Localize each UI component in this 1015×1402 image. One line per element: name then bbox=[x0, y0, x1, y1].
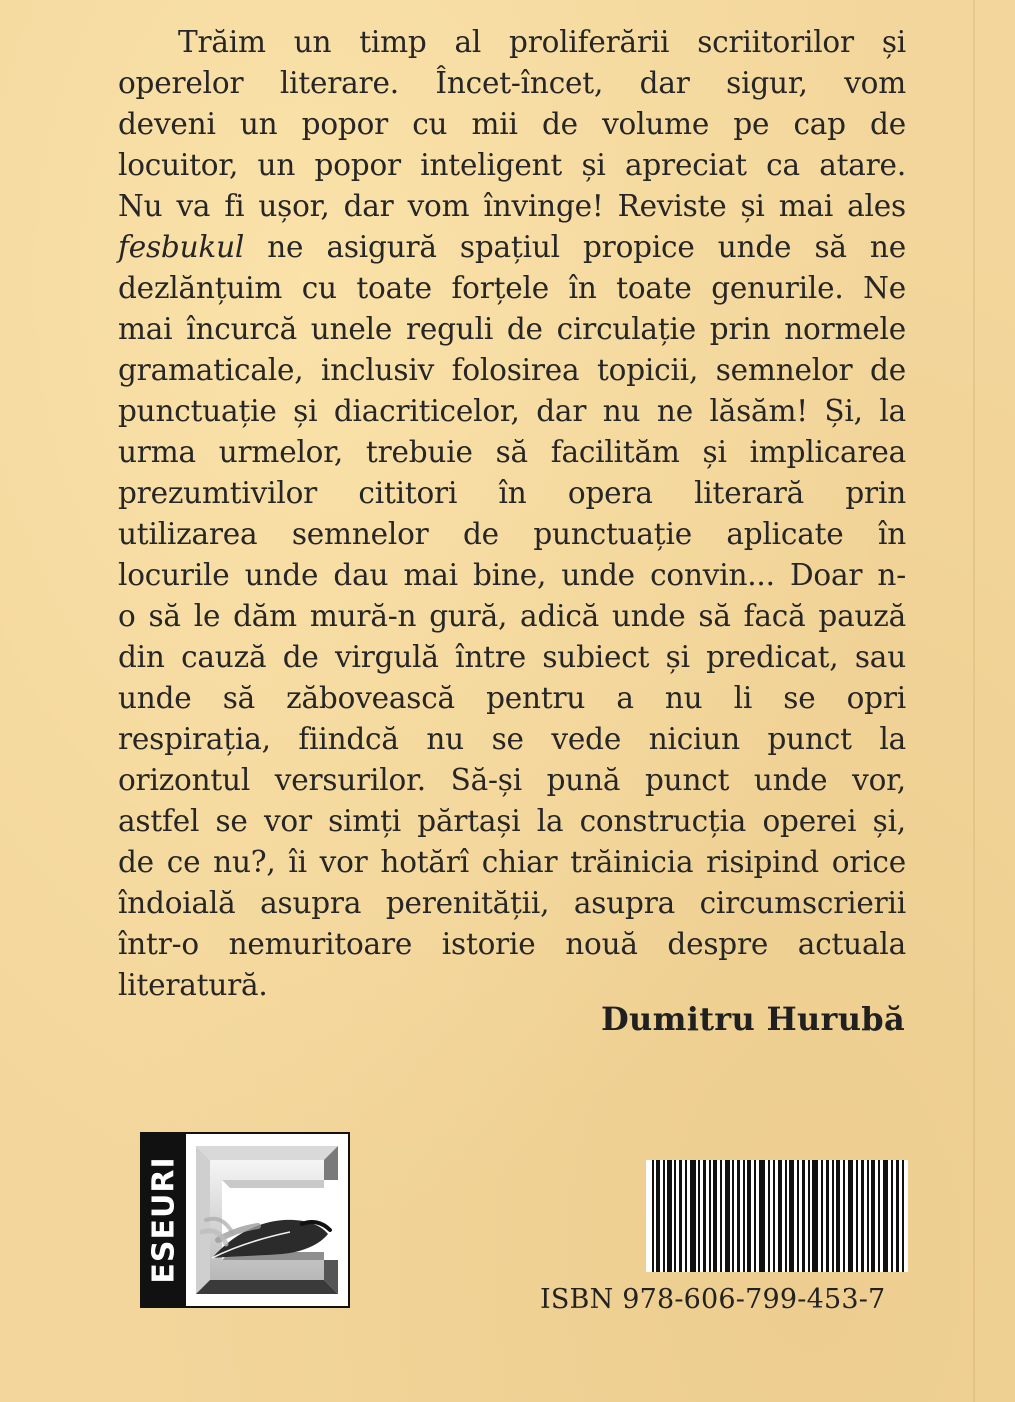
blurb-line: punctuație și diacriticelor, dar nu ne lăsăm! Și, la bbox=[118, 394, 906, 428]
blurb-line: o să le dăm mură-n gură, adică unde să facă pauză bbox=[118, 599, 906, 633]
blurb-line: locuitor, un popor inteligent și apreciat ca atare. bbox=[118, 148, 906, 182]
author-name: Dumitru Hurubă bbox=[600, 1000, 905, 1038]
blurb-line: locurile unde dau mai bine, unde convin... Doar n- bbox=[118, 558, 906, 592]
blurb-line: mai încurcă unele reguli de circulație prin normele bbox=[118, 312, 906, 346]
blurb-line: astfel se vor simți părtași la construcția operei și, bbox=[118, 804, 906, 838]
blurb-line: Nu va fi ușor, dar vom învinge! Reviste și mai ales bbox=[118, 189, 906, 223]
blurb-line: gramaticale, inclusiv folosirea topicii, semnelor de bbox=[118, 353, 906, 387]
blurb-line: îndoială asupra perenității, asupra circumscrierii bbox=[118, 886, 906, 920]
cover-fold-line bbox=[973, 0, 975, 1402]
blurb-line: utilizarea semnelor de punctuație aplicate în bbox=[118, 517, 906, 551]
feather-quill-icon bbox=[192, 1140, 342, 1300]
blurb-line: din cauză de virgulă între subiect și predicat, sau bbox=[118, 640, 906, 674]
blurb-line: Trăim un timp al proliferării scriitorilor și bbox=[178, 25, 906, 59]
blurb-line: prezumtivilor cititori în opera literară prin bbox=[118, 476, 906, 510]
isbn-block bbox=[540, 1160, 910, 1315]
blurb-line: de ce nu?, îi vor hotărî chiar trăinicia risipind orice bbox=[118, 845, 906, 879]
blurb-line: deveni un popor cu mii de volume pe cap de bbox=[118, 107, 906, 141]
blurb-line: unde să zăbovească pentru a nu li se opri bbox=[118, 681, 906, 715]
blurb-line: dezlănțuim cu toate forțele în toate genurile. Ne bbox=[118, 271, 906, 305]
blurb-line: respirația, fiindcă nu se vede niciun punct la bbox=[118, 722, 906, 756]
series-logo-label: ESEURI bbox=[146, 1156, 182, 1284]
back-cover-blurb bbox=[118, 22, 906, 1006]
blurb-line: într-o nemuritoare istorie nouă despre actuala bbox=[118, 927, 906, 961]
blurb-line: operelor literare. Încet-încet, dar sigur, vom bbox=[118, 66, 906, 100]
blurb-line: literatură. bbox=[118, 968, 268, 1002]
blurb-line: orizontul versurilor. Să-și pună punct unde vor, bbox=[118, 763, 906, 797]
series-logo-band bbox=[142, 1134, 186, 1306]
blurb-line: urma urmelor, trebuie să facilităm și implicarea bbox=[118, 435, 906, 469]
blurb-line-with-italic bbox=[118, 227, 906, 268]
isbn-number: ISBN 978-606-799-453-7 bbox=[540, 1284, 886, 1315]
barcode bbox=[646, 1160, 908, 1272]
blurb-line-rest: ne asigură spațiul propice unde să ne bbox=[267, 230, 906, 264]
series-logo bbox=[140, 1132, 350, 1308]
italic-word-fesbukul: fesbukul bbox=[118, 230, 245, 264]
